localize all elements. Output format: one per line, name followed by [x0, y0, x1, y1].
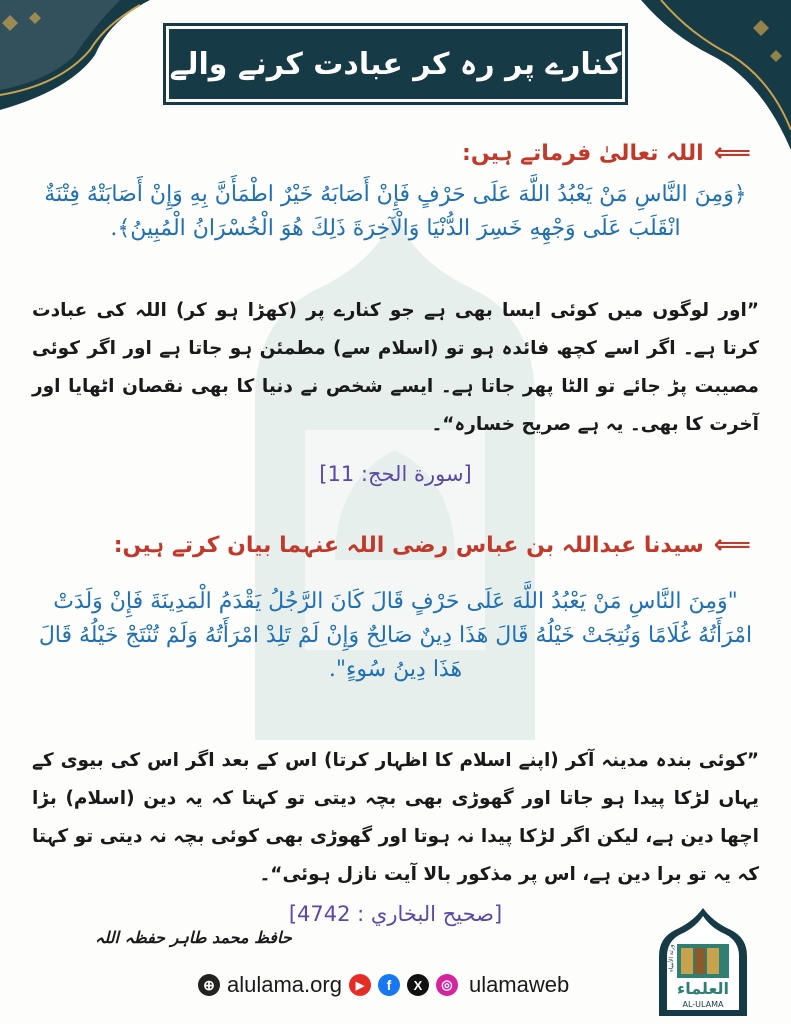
author-name: حافظ محمد طاہر حفظہ اللہ — [95, 928, 292, 947]
quran-reference: [سورة الحج: 11] — [319, 462, 472, 486]
section2-heading-text: سیدنا عبداللہ بن عباس رضی اللہ عنہما بیان کرتے ہیں: — [113, 532, 704, 558]
globe-icon[interactable]: ⊕ — [198, 974, 220, 996]
hadith-arabic: "وَمِنَ النَّاسِ مَنْ يَعْبُدُ اللَّهَ عَلَى حَرْفٍ قَالَ كَانَ الرَّجُلُ يَقْدَمُ الْمَدِينَةَ فَإِنْ وَلَدَتْ امْرَأَتُهُ غُلَامًا وَنُتِجَتْ خَيْلُهُ قَالَ هَذَا دِينٌ صَالِحٌ وَإِنْ لَمْ تَلِدْ امْرَأَتُهُ وَلَمْ تُنْتَجْ خَيْلُهُ قَالَ هَذَا دِينُ سُوءٍ". — [38, 589, 753, 683]
arrow-left-icon: ⟸ — [713, 530, 751, 560]
section1-heading — [462, 138, 751, 168]
svg-text:AL-ULAMA: AL-ULAMA — [682, 1000, 724, 1009]
instagram-icon[interactable]: ◎ — [436, 974, 458, 996]
facebook-icon[interactable]: f — [378, 974, 400, 996]
youtube-icon[interactable]: ▶ — [349, 974, 371, 996]
hadith-reference: [صحيح البخاري : 4742] — [288, 902, 503, 926]
x-icon[interactable]: X — [407, 974, 429, 996]
section1-heading-text: اللہ تعالیٰ فرماتے ہیں: — [462, 140, 704, 166]
arrow-left-icon: ⟸ — [713, 138, 751, 168]
footer-links — [198, 972, 569, 998]
svg-text:ورثة الأنبياء: ورثة الأنبياء — [668, 944, 675, 972]
quran-verse-translation: ”اور لوگوں میں کوئی ایسا بھی ہے جو کنارے پر (کھڑا ہو کر) اللہ کی عبادت کرتا ہے۔ اگر اسے کچھ فائدہ ہو تو (اسلام سے) مطمئن ہو جاتا ہے اور اگر کوئی مصیبت پڑ جائے تو الٹا پھر جاتا ہے۔ ایسے شخص نے دنیا کا بھی نقصان اٹھایا اور آخرت کا بھی۔ یہ ہے صریح خسارہ“۔ — [32, 300, 759, 435]
svg-text:العلماء: العلماء — [677, 979, 729, 998]
title-banner — [166, 26, 625, 102]
section2-heading — [114, 530, 751, 560]
quran-verse-arabic: ﴿وَمِنَ النَّاسِ مَنْ يَعْبُدُ اللَّهَ عَلَى حَرْفٍ فَإِنْ أَصَابَهُ خَيْرٌ اطْمَأَنَّ بِهِ وَإِنْ أَصَابَتْهُ فِتْنَةٌ انْقَلَبَ عَلَى وَجْهِهِ خَسِرَ الدُّنْيَا وَالْآخِرَةَ ذَلِكَ هُوَ الْخُسْرَانُ الْمُبِينُ﴾. — [44, 182, 747, 242]
website-link[interactable]: alulama.org — [227, 972, 342, 997]
page-title: کنارے پر رہ کر عبادت کرنے والے — [169, 46, 622, 82]
corner-ornament-top-left — [0, 0, 150, 120]
alulama-logo — [655, 906, 751, 1018]
hadith-translation: ”کوئی بندہ مدینہ آکر (اپنے اسلام کا اظہار کرتا) اس کے بعد اگر اس کی بیوی کے یہاں لڑکا پیدا ہو جاتا اور گھوڑی بھی بچہ دیتی تو کہتا کہ یہ دین (اسلام) بڑا اچھا دین ہے، لیکن اگر لڑکا پیدا نہ ہوتا اور گھوڑی بھی کوئی بچہ نہ دیتی تو کہتا کہ یہ تو برا دین ہے، اس پر مذکور بالا آیت نازل ہوئی“۔ — [32, 750, 759, 885]
social-handle[interactable]: ulamaweb — [468, 972, 570, 997]
corner-ornament-top-right — [641, 0, 791, 150]
